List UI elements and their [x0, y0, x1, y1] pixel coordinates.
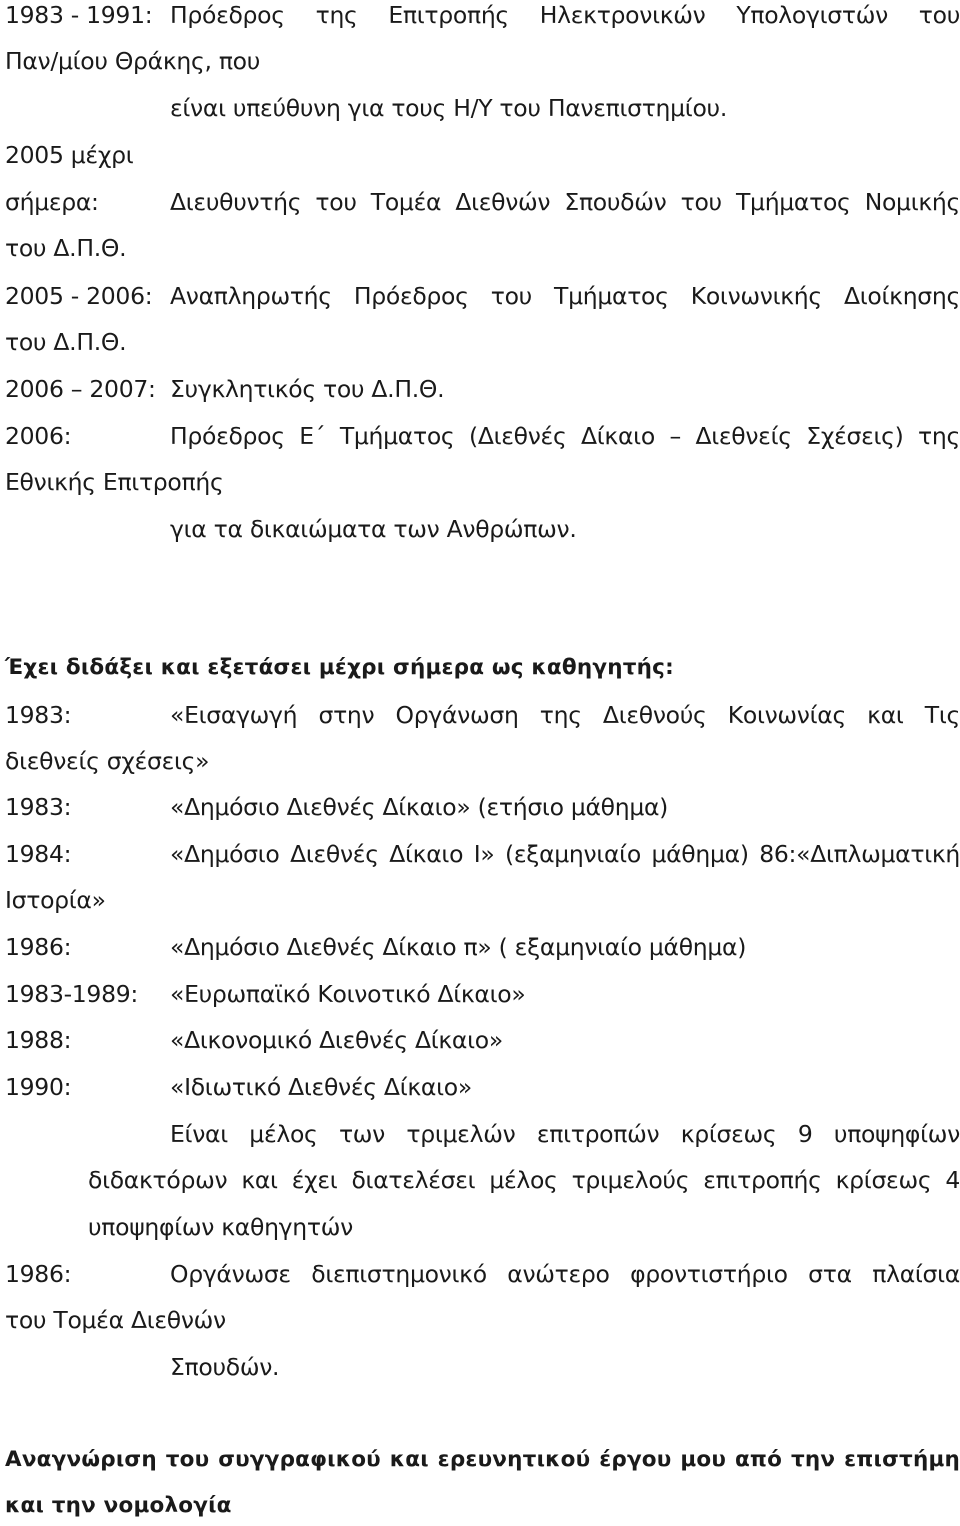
- committee-text: διδακτόρων και έχει διατελέσει μέλος τριμελούς επιτροπής κρίσεως 4: [88, 1166, 960, 1194]
- course-year: 1983:: [5, 793, 72, 821]
- seminar-text: Σπουδών.: [170, 1353, 280, 1381]
- position-continuation: [5, 41, 960, 81]
- position-text: Αναπληρωτής Πρόεδρος του Τμήματος Κοινωνικής Διοίκησης: [170, 282, 960, 310]
- course-year: 1983:: [5, 701, 72, 729]
- position-continuation: [5, 462, 960, 502]
- course-row-1990: [5, 1067, 960, 1107]
- course-row-1983: [5, 787, 960, 827]
- course-row-1988: [5, 1020, 960, 1060]
- recognition-heading-continuation: και την νομολογία: [5, 1493, 232, 1518]
- committee-paragraph: [5, 1207, 960, 1247]
- course-title: «Ευρωπαϊκό Κοινοτικό Δίκαιο»: [170, 980, 526, 1008]
- position-continuation: [5, 509, 960, 549]
- course-title: «Ιδιωτικό Διεθνές Δίκαιο»: [170, 1073, 472, 1101]
- course-title: «Δημόσιο Διεθνές Δίκαιο I» (εξαμηνιαίο μάθημα) 86:«Διπλωματική: [170, 840, 960, 868]
- seminar-row-1986: [5, 1254, 960, 1294]
- position-date: 2005 μέχρι: [5, 141, 134, 169]
- position-date: 2006 – 2007:: [5, 375, 156, 403]
- seminar-continuation: [5, 1300, 960, 1340]
- course-row-1986: [5, 927, 960, 967]
- course-continuation: [5, 880, 960, 920]
- teaching-heading: Έχει διδάξει και εξετάσει μέχρι σήμερα ως καθηγητής:: [5, 655, 674, 680]
- course-year: 1983-1989:: [5, 980, 139, 1008]
- course-title: «Δημόσιο Διεθνές Δίκαιο» (ετήσιο μάθημα): [170, 793, 669, 821]
- position-text: Πρόεδρος της Επιτροπής Ηλεκτρονικών Υπολογιστών του: [170, 1, 960, 29]
- course-title: Ιστορία»: [5, 886, 106, 914]
- committee-paragraph: [5, 1160, 960, 1200]
- seminar-text: του Τομέα Διεθνών: [5, 1306, 226, 1334]
- position-text: του Δ.Π.Θ.: [5, 328, 127, 356]
- position-text: Διευθυντής του Τομέα Διεθνών Σπουδών του Τμήματος Νομικής: [170, 188, 960, 216]
- course-year: 1986:: [5, 933, 72, 961]
- committee-text: Είναι μέλος των τριμελών επιτροπών κρίσεως 9 υποψηφίων: [170, 1120, 960, 1148]
- course-year: 1988:: [5, 1026, 72, 1054]
- position-date: 1983 - 1991:: [5, 1, 153, 29]
- position-date: σήμερα:: [5, 188, 99, 216]
- position-continuation: [5, 322, 960, 362]
- committee-text: υποψηφίων καθηγητών: [88, 1213, 353, 1241]
- recognition-heading: Αναγνώριση του συγγραφικού και ερευνητικού έργου μου από την επιστήμη: [5, 1447, 960, 1472]
- position-text: Συγκλητικός του Δ.Π.Θ.: [170, 375, 445, 403]
- seminar-text: Οργάνωσε διεπιστημονικό ανώτερο φροντιστήριο στα πλαίσια: [170, 1260, 960, 1288]
- position-row-2005: [5, 182, 960, 222]
- position-text: είναι υπεύθυνη για τους Η/Υ του Πανεπιστημίου.: [170, 94, 727, 122]
- position-row-2006-2007: [5, 369, 960, 409]
- course-continuation: [5, 741, 960, 781]
- position-date: 2005 - 2006:: [5, 282, 153, 310]
- position-text: Παν/μίου Θράκης, που: [5, 47, 261, 75]
- position-text: Εθνικής Επιτροπής: [5, 468, 224, 496]
- position-row-2006: [5, 416, 960, 456]
- position-row-2005-2006: [5, 276, 960, 316]
- position-row-1983-1991: [5, 0, 960, 35]
- position-continuation: [5, 88, 960, 128]
- course-year: 1984:: [5, 840, 72, 868]
- course-title: «Δικονομικό Διεθνές Δίκαιο»: [170, 1026, 503, 1054]
- course-title: «Εισαγωγή στην Οργάνωση της Διεθνούς Κοινωνίας και Τις: [170, 701, 960, 729]
- course-row-1983-1989: [5, 974, 960, 1014]
- seminar-year: 1986:: [5, 1260, 72, 1288]
- course-row-1984: [5, 834, 960, 874]
- position-text: Πρόεδρος Ε΄ Τμήματος (Διεθνές Δίκαιο – Διεθνείς Σχέσεις) της: [170, 422, 960, 450]
- course-year: 1990:: [5, 1073, 72, 1101]
- course-title: διεθνείς σχέσεις»: [5, 747, 210, 775]
- committee-paragraph: [5, 1114, 960, 1154]
- course-title: «Δημόσιο Διεθνές Δίκαιο π» ( εξαμηνιαίο μάθημα): [170, 933, 747, 961]
- position-date-line: [5, 135, 960, 175]
- seminar-continuation: [5, 1347, 960, 1387]
- position-date: 2006:: [5, 422, 72, 450]
- course-row-1983: [5, 695, 960, 735]
- position-text: για τα δικαιώματα των Ανθρώπων.: [170, 515, 577, 543]
- position-text: του Δ.Π.Θ.: [5, 234, 127, 262]
- position-continuation: [5, 228, 960, 268]
